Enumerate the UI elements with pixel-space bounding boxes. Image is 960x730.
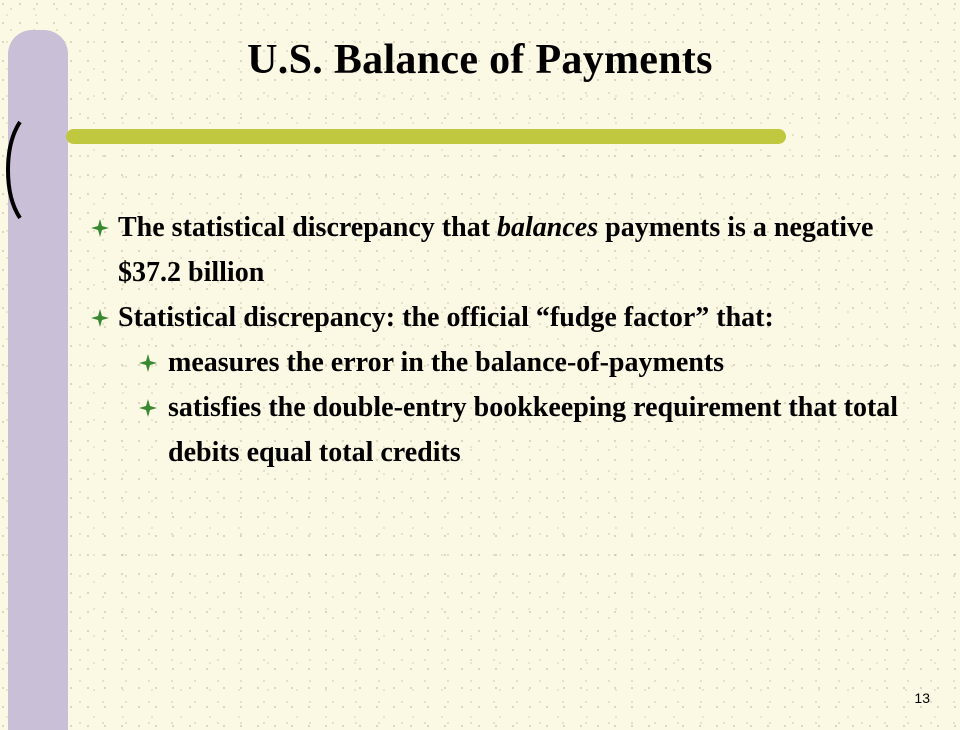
bullet-item-2 <box>90 295 930 340</box>
diamond-star-bullet-icon <box>138 398 158 418</box>
bullet-1-text-pre: The statistical discrepancy that <box>118 212 498 243</box>
sub-bullet-1-text: measures the error in the balance-of-payments <box>168 347 725 378</box>
diamond-star-bullet-icon <box>90 308 110 328</box>
bullet-2-text: Statistical discrepancy: the official “fudge factor” that: <box>118 302 774 333</box>
bullet-1-text-post: payments is a negative $37.2 billion <box>118 212 874 288</box>
diamond-star-bullet-icon <box>90 218 110 238</box>
sub-bullet-item-1 <box>134 340 930 385</box>
page-number: 13 <box>914 690 930 706</box>
diamond-star-bullet-icon <box>138 353 158 373</box>
bullet-1-text-italic: balances <box>497 212 599 243</box>
bullet-list <box>90 205 930 475</box>
sub-bullet-item-2 <box>134 385 930 475</box>
bracket-decoration-icon <box>6 120 26 220</box>
bullet-item-1 <box>90 205 930 295</box>
sub-bullet-2-text: satisfies the double-entry bookkeeping requirement that total debits equal total credits <box>168 392 899 468</box>
slide-title: U.S. Balance of Payments <box>247 37 713 83</box>
title-underline-rule <box>66 129 786 144</box>
